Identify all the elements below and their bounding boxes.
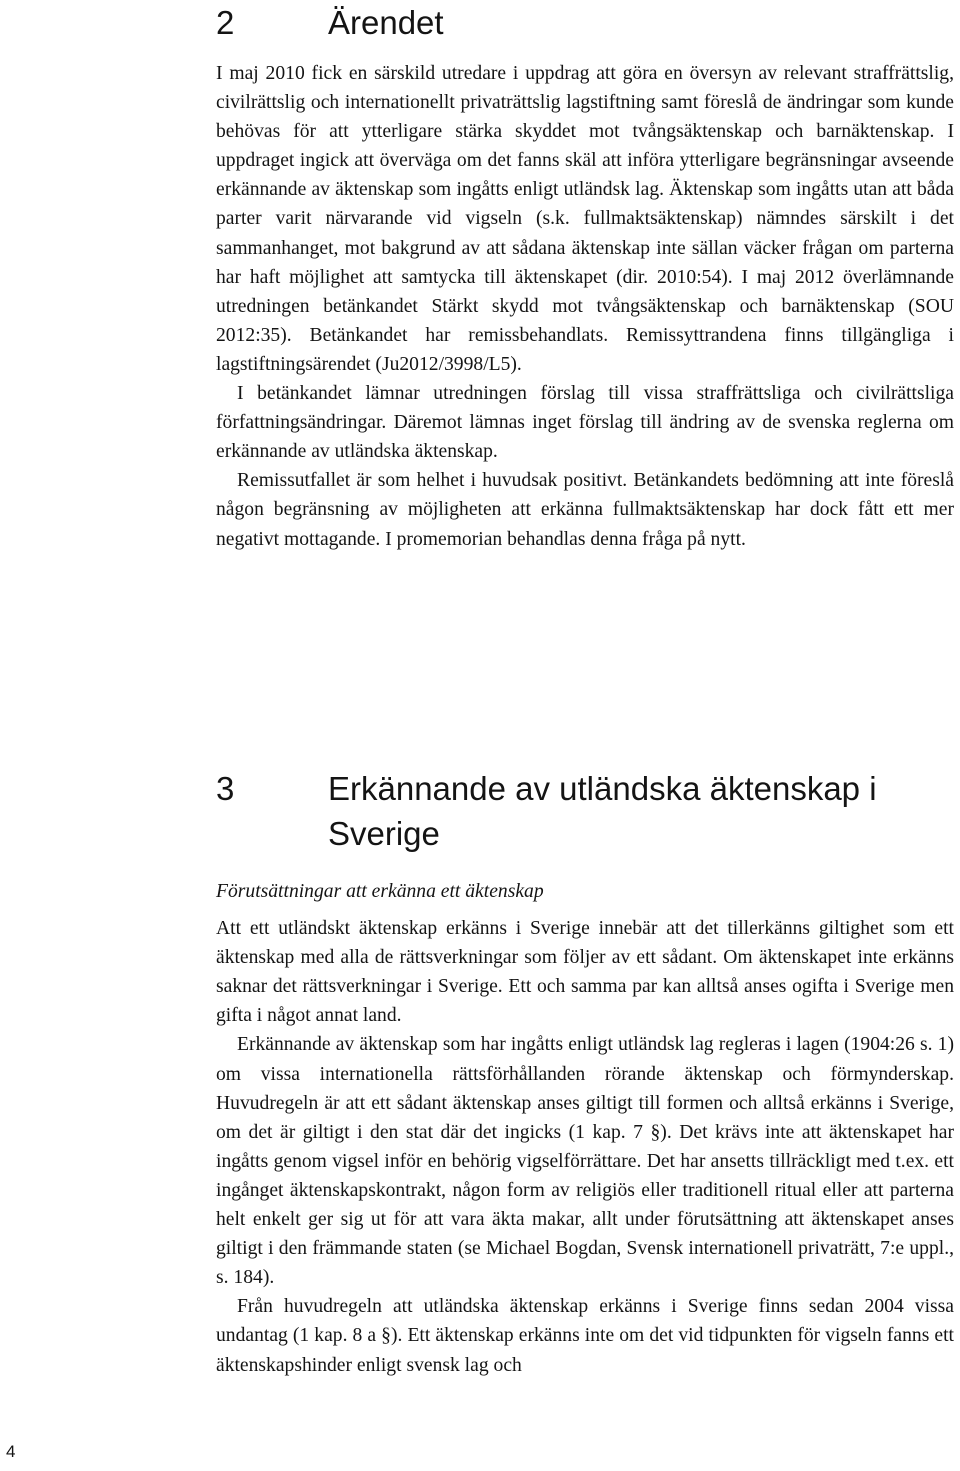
section-2-body bbox=[216, 59, 954, 554]
section-2-paragraph-3: Remissutfallet är som helhet i huvudsak positivt. Betänkandets bedömning att inte föreslå någon begränsning av möjligheten att erkänna fullmaktsäktenskap har dock fått ett mer negativt mottagande. I promemorian behandlas denna fråga på nytt. bbox=[216, 470, 954, 550]
section-2-paragraph-1: I maj 2010 fick en särskild utredare i uppdrag att göra en översyn av relevant straffrättslig, civilrättslig och internationellt privaträttslig lagstiftning samt föreslå de ändringar som kunde behövas för att ytterligare stärka skyddet mot tvångsäktenskap och barnäktenskap. I uppdraget ingick att överväga om det fanns skäl att införa ytterligare begränsningar avseende erkännande av äktenskap som ingåtts enligt utländsk lag. Äktenskap som ingåtts utan att båda parter varit närvarande vid vigseln (s.k. fullmaktsäktenskap) nämndes särskilt i det sammanhanget, mot bakgrund av att sådana äktenskap inte sällan väcker frågan om parterna har haft möjlighet att samtycka till äktenskapet (dir. 2010:54). I maj 2012 överlämnande utredningen betänkandet Stärkt skydd mot tvångsäktenskap och barnäktenskap (SOU 2012:35). Betänkandet har remissbehandlats. Remissyttrandena finns tillgängliga i lagstiftningsärendet (Ju2012/3998/L5). bbox=[216, 63, 954, 375]
section-2-paragraph-2: I betänkandet lämnar utredningen förslag till vissa straffrättsliga och civilrättsliga författningsändringar. Däremot lämnas inget förslag till ändring av de svenska reglerna om erkännande av utländska äktenskap. bbox=[216, 383, 954, 463]
section-2-title: Ärendet bbox=[328, 4, 444, 41]
section-3-number: 3 bbox=[216, 770, 235, 807]
section-3-title: Erkännande av utländska äktenskap i Sverige bbox=[328, 770, 877, 852]
section-2-heading bbox=[216, 0, 936, 45]
page-number: 4 bbox=[6, 1442, 16, 1461]
section-3-paragraph-2: Erkännande av äktenskap som har ingåtts enligt utländsk lag regleras i lagen (1904:26 s. 1) om vissa internationella rättsförhållanden rörande äktenskap och förmynderskap. Huvudregeln är att ett sådant äktenskap anses giltigt till formen och alltså erkänns i Sverige, om det är giltigt i den stat där det ingicks (1 kap. 7 §). Det krävs inte att äktenskapet har ingåtts genom vigsel inför en behörig vigselförrättare. Det har ansetts tillräckligt med t.ex. ett ingånget äktenskapskontrakt, någon form av religiös eller traditionell ritual eller att parterna helt enkelt ger sig ut för att vara äkta makar, allt under förutsättning att äktenskapet anses giltigt i den främmande staten (se Michael Bogdan, Svensk internationell privaträtt, 7:e uppl., s. 184). bbox=[216, 1034, 954, 1289]
section-3-subheading: Förutsättningar att erkänna ett äktenskap bbox=[216, 881, 544, 902]
section-3-paragraph-3: Från huvudregeln att utländska äktenskap erkänns i Sverige finns sedan 2004 vissa undantag (1 kap. 8 a §). Ett äktenskap erkänns inte om det vid tidpunkten för vigseln fanns ett äktenskapshinder enligt svensk lag och bbox=[216, 1296, 954, 1376]
section-3-body bbox=[216, 877, 954, 1380]
section-2-number: 2 bbox=[216, 4, 235, 41]
section-3-heading bbox=[216, 766, 936, 856]
section-3-paragraph-1: Att ett utländskt äktenskap erkänns i Sverige innebär att det tillerkänns giltighet som ett äktenskap med alla de rättsverkningar som följer av ett sådant. Om äktenskapet inte erkänns saknar det rättsverkningar i Sverige. Ett och samma par kan alltså anses ogifta i Sverige men gifta i något annat land. bbox=[216, 918, 954, 1027]
